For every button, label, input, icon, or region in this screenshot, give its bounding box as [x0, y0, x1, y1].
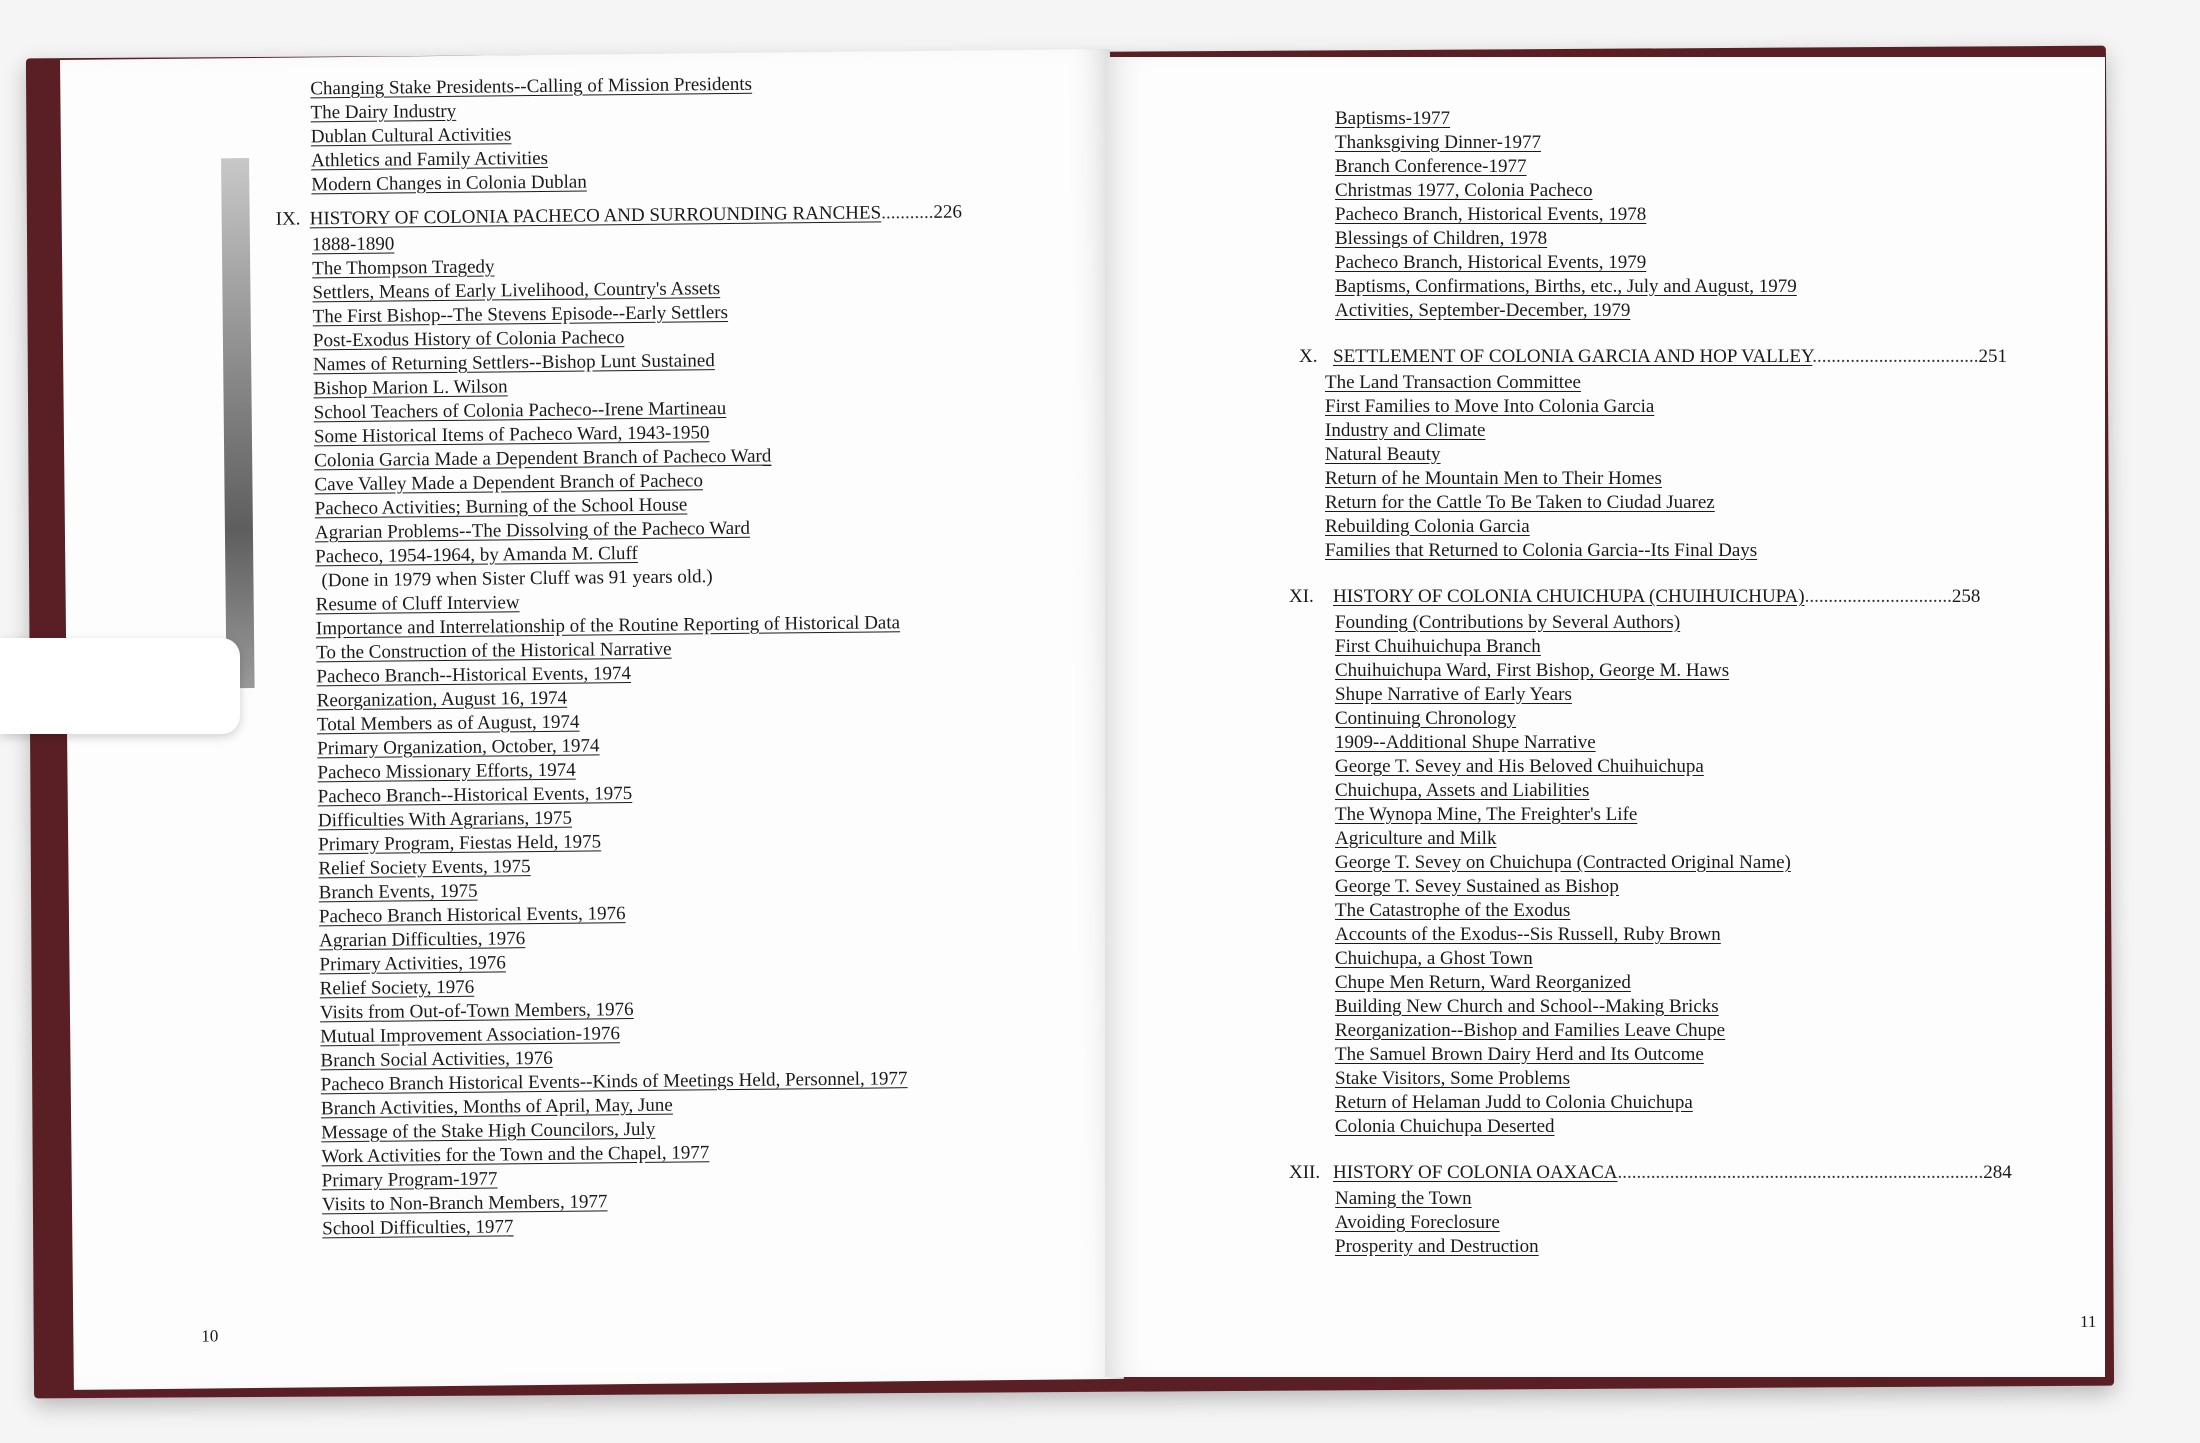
toc-ix-item: Pacheco Branch Historical Events, 1976 [318, 903, 626, 928]
toc-ix-item: School Teachers of Colonia Pacheco--Irene Martineau [313, 398, 727, 424]
toc-ix-item: School Difficulties, 1977 [322, 1216, 514, 1240]
section-xi-roman: XI. [1289, 586, 1314, 607]
toc-xii-item: Avoiding Foreclosure [1335, 1212, 1500, 1233]
toc-xi-item: George T. Sevey and His Beloved Chuihuichupa [1335, 756, 1704, 777]
section-ix-page: 226 [933, 201, 963, 223]
toc-ix-item: Branch Social Activities, 1976 [320, 1047, 553, 1072]
photo-strip [221, 158, 255, 688]
toc-ix-item: Difficulties With Agrarians, 1975 [317, 807, 573, 832]
toc-ix-item: The Thompson Tragedy [312, 256, 495, 280]
section-xii-roman: XII. [1289, 1162, 1321, 1183]
section-xi-heading [1289, 585, 2012, 609]
toc-ix-item: Primary Program, Fiestas Held, 1975 [318, 831, 602, 856]
toc-ix-item: Post-Exodus History of Colonia Pacheco [312, 327, 625, 352]
toc-item: Athletics and Family Activities [310, 147, 549, 172]
toc-xi-item: First Chuihuichupa Branch [1335, 636, 1541, 657]
toc-item: Baptisms, Confirmations, Births, etc., July and August, 1979 [1335, 276, 1797, 297]
toc-item: Dublan Cultural Activities [310, 124, 512, 148]
toc-ix-item: Pacheco, 1954-1964, by Amanda M. Cluff [315, 542, 638, 568]
toc-x-item: First Families to Move Into Colonia Garcia [1325, 396, 1655, 417]
toc-ix-item: Pacheco Branch--Historical Events, 1975 [317, 783, 633, 808]
toc-x-item: Return of he Mountain Men to Their Homes [1325, 468, 1662, 489]
section-xi-page: 258 [1951, 586, 1981, 607]
toc-xi-item: George T. Sevey on Chuichupa (Contracted Original Name) [1335, 852, 1791, 873]
toc-xi-item: Chuichupa, Assets and Liabilities [1335, 780, 1590, 801]
toc-ix-item: Relief Society Events, 1975 [318, 856, 531, 880]
section-xii-heading [1289, 1161, 2012, 1185]
toc-xi-item: Chuihuichupa Ward, First Bishop, George M. Haws [1335, 660, 1730, 681]
toc-xii-item: Prosperity and Destruction [1335, 1236, 1539, 1257]
toc-item: Baptisms-1977 [1335, 108, 1451, 129]
page-number-right: 11 [2080, 1312, 2097, 1331]
toc-ix-item: Branch Events, 1975 [318, 880, 478, 904]
toc-ix-item: Pacheco Branch--Historical Events, 1974 [316, 663, 632, 688]
toc-ix-item: Work Activities for the Town and the Chapel, 1977 [321, 1142, 710, 1168]
toc-ix-item: Resume of Cluff Interview [315, 592, 520, 616]
toc-item: Branch Conference-1977 [1335, 156, 1527, 177]
toc-x-item: Industry and Climate [1325, 420, 1486, 441]
section-ix-roman: IX. [275, 208, 301, 230]
section-x-page: 251 [1978, 346, 2008, 367]
toc-xi-item: Return of Helaman Judd to Colonia Chuichupa [1335, 1092, 1693, 1113]
toc-xi-item: Shupe Narrative of Early Years [1335, 684, 1572, 705]
toc-xi-item: Building New Church and School--Making Bricks [1335, 996, 1719, 1017]
section-xi-title: HISTORY OF COLONIA CHUICHUPA (CHUIHUICHUPA) [1333, 586, 1805, 607]
toc-xi-item: Agriculture and Milk [1335, 828, 1497, 849]
toc-xi-item: Reorganization--Bishop and Families Leave Chupe [1335, 1020, 1726, 1041]
page-number-left: 10 [201, 1326, 219, 1346]
toc-ix-item: Bishop Marion L. Wilson [313, 376, 508, 400]
section-xii-title: HISTORY OF COLONIA OAXACA [1333, 1162, 1618, 1183]
toc-xi-item: Colonia Chuichupa Deserted [1335, 1116, 1555, 1137]
toc-xi-item: Stake Visitors, Some Problems [1335, 1068, 1570, 1089]
toc-ix-item: Cave Valley Made a Dependent Branch of Pacheco [314, 470, 704, 496]
toc-xi-item: 1909--Additional Shupe Narrative [1335, 732, 1596, 753]
toc-x-item: The Land Transaction Committee [1325, 372, 1581, 393]
toc-ix-item: Mutual Improvement Association-1976 [320, 1023, 621, 1048]
toc-x-item: Natural Beauty [1325, 444, 1441, 465]
toc-item: Pacheco Branch, Historical Events, 1978 [1335, 204, 1647, 225]
right-toc [1289, 107, 2012, 1259]
toc-ix-item: Total Members as of August, 1974 [316, 711, 580, 736]
toc-ix-item: Agrarian Difficulties, 1976 [319, 928, 526, 952]
toc-ix-item: Primary Program-1977 [321, 1168, 498, 1192]
toc-xi-item: Chuichupa, a Ghost Town [1335, 948, 1533, 969]
section-x-heading [1299, 345, 2012, 369]
toc-ix-item: Pacheco Missionary Efforts, 1974 [317, 759, 576, 784]
toc-ix-item: Settlers, Means of Early Livelihood, Country's Assets [312, 278, 721, 304]
toc-ix-item: 1888-1890 [311, 233, 395, 256]
toc-item: Modern Changes in Colonia Dublan [311, 171, 587, 196]
toc-ix-item: Visits from Out-of-Town Members, 1976 [319, 999, 634, 1024]
section-xii-leader: ............................................................................. [1617, 1162, 1984, 1183]
section-x-roman: X. [1299, 346, 1318, 367]
toc-ix-item: Names of Returning Settlers--Bishop Lunt Sustained [313, 350, 715, 376]
toc-xi-item: The Wynopa Mine, The Freighter's Life [1335, 804, 1638, 825]
toc-ix-item: Primary Activities, 1976 [319, 952, 506, 976]
bookmark [0, 638, 240, 734]
toc-item: Blessings of Children, 1978 [1335, 228, 1548, 249]
toc-x-item: Return for the Cattle To Be Taken to Ciudad Juarez [1325, 492, 1715, 513]
toc-item: Pacheco Branch, Historical Events, 1979 [1335, 252, 1647, 273]
toc-ix-item: Relief Society, 1976 [319, 976, 475, 1000]
section-xi-leader: ............................... [1804, 586, 1952, 607]
toc-item: Activities, September-December, 1979 [1335, 300, 1631, 321]
toc-ix-item: Pacheco Branch Historical Events--Kinds of Meetings Held, Personnel, 1977 [320, 1068, 908, 1096]
toc-ix-item: Message of the Stake High Councilors, July [321, 1118, 656, 1144]
toc-ix-item: Pacheco Activities; Burning of the School House [314, 494, 688, 520]
left-toc [275, 71, 972, 1242]
section-x-leader: ................................... [1812, 346, 1979, 367]
toc-xii-item: Naming the Town [1335, 1188, 1472, 1209]
toc-item: Thanksgiving Dinner-1977 [1335, 132, 1541, 153]
toc-item: The Dairy Industry [310, 100, 457, 124]
toc-ix-item: Primary Organization, October, 1974 [317, 735, 600, 760]
toc-ix-item: Visits to Non-Branch Members, 1977 [321, 1191, 608, 1216]
toc-ix-item: Agrarian Problems--The Dissolving of the Pacheco Ward [314, 517, 751, 544]
section-ix-title: HISTORY OF COLONIA PACHECO AND SURROUNDING RANCHES [309, 202, 882, 230]
toc-ix-item: Some Historical Items of Pacheco Ward, 1943-1950 [313, 422, 710, 448]
toc-xi-item: Continuing Chronology [1335, 708, 1517, 729]
toc-ix-item: Branch Activities, Months of April, May, June [320, 1094, 673, 1120]
toc-xi-item: The Samuel Brown Dairy Herd and Its Outcome [1335, 1044, 1704, 1065]
toc-ix-item: Importance and Interrelationship of the Routine Reporting of Historical Data [315, 612, 901, 640]
toc-ix-item: To the Construction of the Historical Narrative [316, 638, 672, 664]
toc-xi-item: George T. Sevey Sustained as Bishop [1335, 876, 1619, 897]
toc-ix-item: Colonia Garcia Made a Dependent Branch of Pacheco Ward [314, 445, 772, 472]
toc-x-item: Families that Returned to Colonia Garcia--Its Final Days [1325, 540, 1758, 561]
toc-item: Christmas 1977, Colonia Pacheco [1335, 180, 1593, 201]
toc-ix-item: The First Bishop--The Stevens Episode--Early Settlers [312, 302, 729, 328]
toc-ix-item: Reorganization, August 16, 1974 [316, 687, 568, 712]
right-page [1105, 57, 2105, 1377]
toc-item: Changing Stake Presidents--Calling of Mission Presidents [310, 73, 753, 100]
section-xii-page: 284 [1983, 1162, 2012, 1183]
toc-xi-item: Accounts of the Exodus--Sis Russell, Ruby Brown [1335, 924, 1721, 945]
section-x-title: SETTLEMENT OF COLONIA GARCIA AND HOP VALLEY [1333, 346, 1813, 367]
toc-xi-item: The Catastrophe of the Exodus [1335, 900, 1571, 921]
toc-x-item: Rebuilding Colonia Garcia [1325, 516, 1530, 537]
toc-xi-item: Chupe Men Return, Ward Reorganized [1335, 972, 1631, 993]
toc-xi-item: Founding (Contributions by Several Authors) [1335, 612, 1681, 633]
cluff-note: (Done in 1979 when Sister Cluff was 91 years old.) [321, 566, 713, 592]
section-ix-leader: ........... [881, 201, 934, 224]
